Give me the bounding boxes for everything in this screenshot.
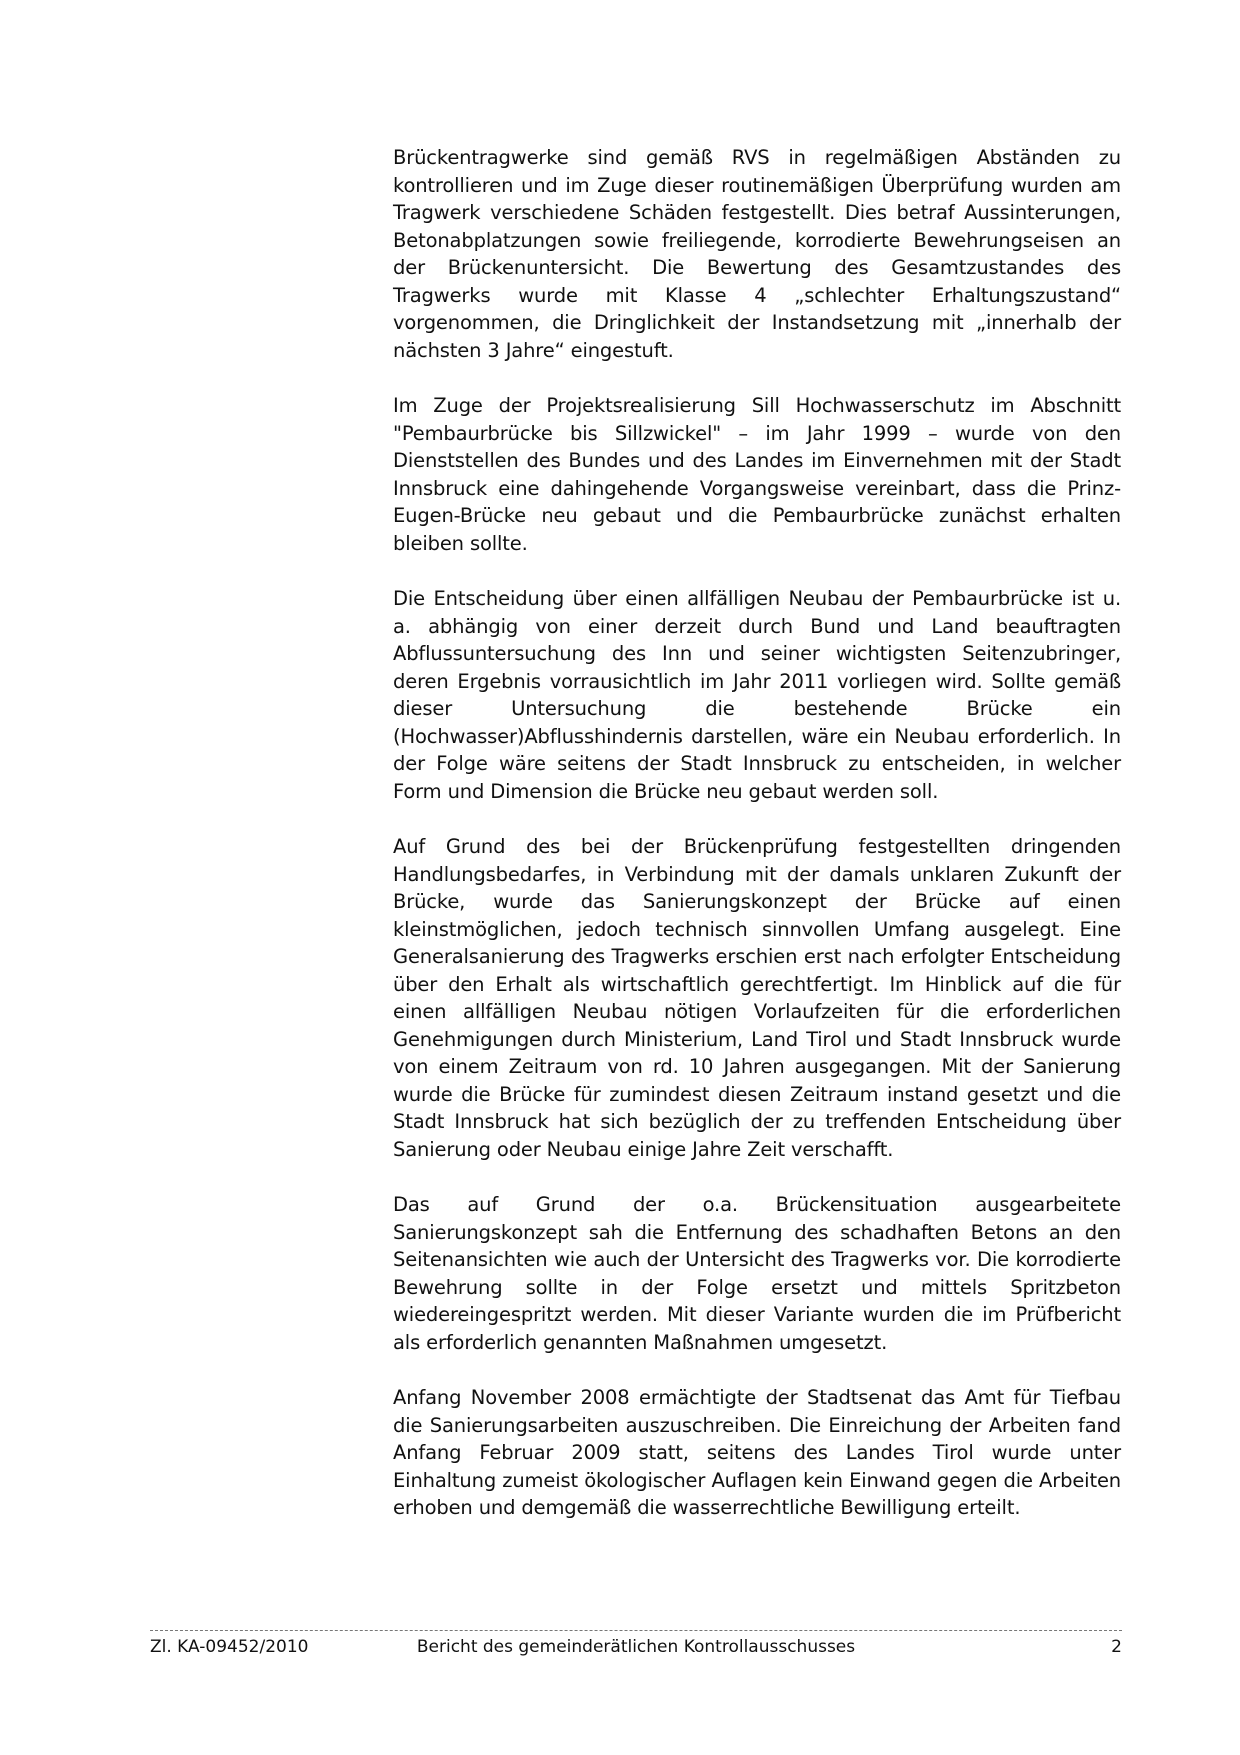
- paragraph-inspection-findings: Brückentragwerke sind gemäß RVS in regelmäßigen Abständen zu kontrollieren und im Zuge dieser routinemäßigen Überprüfung wurden am Tragwerk verschiedene Schäden festgestellt. Dies betraf Aussinterungen, Betonabplatzungen sowie freiliegende, korrodierte Bewehrungseisen an der Brückenuntersicht. Die Bewertung des Gesamtzustandes des Tragwerks wurde mit Klasse 4 „schlechter Erhaltungszustand“ vorgenommen, die Dringlichkeit der Instandsetzung mit „innerhalb der nächsten 3 Jahre“ eingestuft.: [393, 146, 1121, 362]
- paragraph-tender-and-approval: Anfang November 2008 ermächtigte der Stadtsenat das Amt für Tiefbau die Sanierungsarbeiten auszuschreiben. Die Einreichung der Arbeiten fand Anfang Februar 2009 statt, seitens des Landes Tirol wurde unter Einhaltung zumeist ökologischer Auflagen kein Einwand gegen die Arbeiten erhoben und demgemäß die wasserrechtliche Bewilligung erteilt.: [393, 1386, 1121, 1519]
- footer-reference-number: Zl. KA-09452/2010: [150, 1637, 309, 1657]
- paragraph-rehabilitation-concept-scope: Auf Grund des bei der Brückenprüfung festgestellten dringenden Handlungsbedarfes, in Verbindung mit der damals unklaren Zukunft der Brücke, wurde das Sanierungskonzept der Brücke auf einen kleinstmöglichen, jedoch technisch sinnvollen Umfang ausgelegt. Eine Generalsanierung des Tragwerks erschien erst nach erfolgter Entscheidung über den Erhalt als wirtschaftlich gerechtfertigt. Im Hinblick auf die für einen allfälligen Neubau nötigen Vorlaufzeiten für die erforderlichen Genehmigungen durch Ministerium, Land Tirol und Stadt Innsbruck wurde von einem Zeitraum von rd. 10 Jahren ausgegangen. Mit der Sanierung wurde die Brücke für zumindest diesen Zeitraum instand gesetzt und die Stadt Innsbruck hat sich bezüglich der zu treffenden Entscheidung über Sanierung oder Neubau einige Jahre Zeit verschafft.: [393, 835, 1121, 1161]
- paragraph-flood-protection-project: Im Zuge der Projektsrealisierung Sill Hochwasserschutz im Abschnitt "Pembaurbrücke bis Sillzwickel" – im Jahr 1999 – wurde von den Dienststellen des Bundes und des Landes im Einvernehmen mit der Stadt Innsbruck eine dahingehende Vorgangsweise vereinbart, dass die Prinz-Eugen-Brücke neu gebaut und die Pembaurbrücke zunächst erhalten bleiben sollte.: [393, 394, 1121, 555]
- paragraph-rehabilitation-measures: Das auf Grund der o.a. Brückensituation ausgearbeitete Sanierungskonzept sah die Entfernung des schadhaften Betons an den Seitenansichten wie auch der Untersicht des Tragwerks vor. Die korrodierte Bewehrung sollte in der Folge ersetzt und mittels Spritzbeton wiedereingespritzt werden. Mit dieser Variante wurden die im Prüfbericht als erforderlich genannten Maßnahmen umgesetzt.: [393, 1193, 1121, 1354]
- footer-page-number: 2: [1111, 1637, 1122, 1657]
- body-text: [393, 144, 1121, 1550]
- paragraph-new-construction-decision: Die Entscheidung über einen allfälligen Neubau der Pembaurbrücke ist u. a. abhängig von einer derzeit durch Bund und Land beauftragten Abflussuntersuchung des Inn und seiner wichtigsten Seitenzubringer, deren Ergebnis vorrausichtlich im Jahr 2011 vorliegen wird. Sollte gemäß dieser Untersuchung die bestehende Brücke ein (Hochwasser)Abflusshindernis darstellen, wäre ein Neubau erforderlich. In der Folge wäre seitens der Stadt Innsbruck zu entscheiden, in welcher Form und Dimension die Brücke neu gebaut werden soll.: [393, 587, 1121, 803]
- footer-report-title: Bericht des gemeinderätlichen Kontrollausschusses: [416, 1637, 856, 1657]
- page-footer: [150, 1630, 1122, 1657]
